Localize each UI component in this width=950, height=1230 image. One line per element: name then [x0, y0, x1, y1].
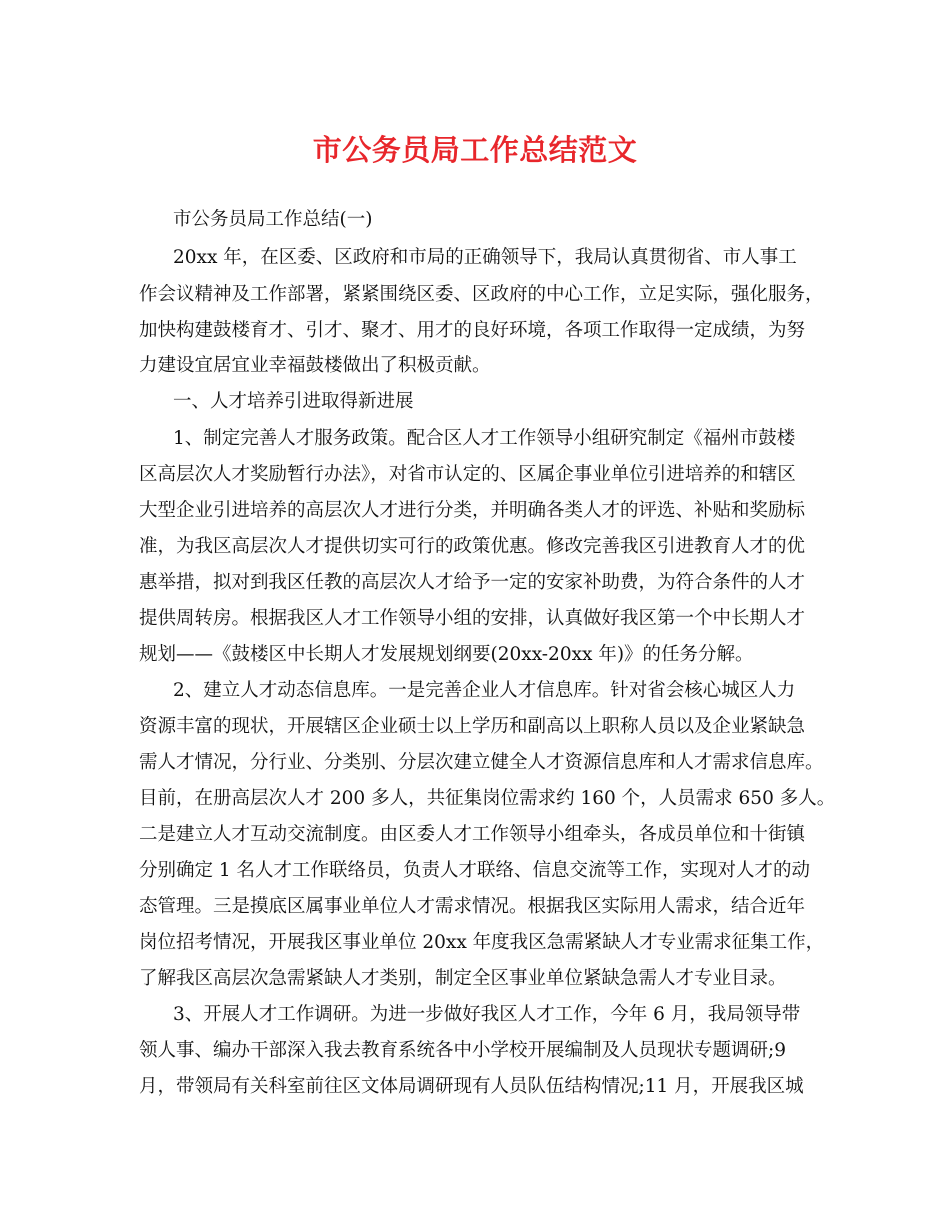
paragraph-line: 1、制定完善人才服务政策。配合区人才工作领导小组研究制定《福州市鼓楼: [173, 428, 796, 449]
paragraph-line: 二是建立人才互动交流制度。由区委人才工作领导小组牵头，各成员单位和十街镇: [139, 824, 806, 845]
paragraph-line: 加快构建鼓楼育才、引才、聚才、用才的良好环境，各项工作取得一定成绩，为努: [139, 320, 806, 341]
paragraph-line: 了解我区高层次急需紧缺人才类别，制定全区事业单位紧缺急需人才专业目录。: [139, 968, 787, 989]
paragraph-line: 力建设宜居宜业幸福鼓楼做出了积极贡献。: [139, 355, 491, 376]
subtitle-line: 市公务员局工作总结(一): [173, 209, 373, 230]
paragraph-line: 分别确定 1 名人才工作联络员，负责人才联络、信息交流等工作，实现对人才的动: [139, 860, 811, 881]
paragraph-line: 准，为我区高层次人才提供切实可行的政策优惠。修改完善我区引进教育人才的优: [139, 536, 806, 557]
paragraph-line: 区高层次人才奖励暂行办法》，对省市认定的、区属企事业单位引进培养的和辖区: [139, 464, 796, 485]
paragraph-line: 提供周转房。根据我区人才工作领导小组的安排，认真做好我区第一个中长期人才: [139, 608, 806, 629]
paragraph-line: 需人才情况，分行业、分类别、分层次建立健全人才资源信息库和人才需求信息库。: [139, 752, 824, 773]
section-heading: 一、人才培养引进取得新进展: [173, 391, 414, 412]
paragraph-line: 目前，在册高层次人才 200 多人，共征集岗位需求约 160 个，人员需求 650 多人。: [139, 788, 836, 809]
paragraph-line: 资源丰富的现状，开展辖区企业硕士以上学历和副高以上职称人员以及企业紧缺急: [139, 716, 806, 737]
paragraph-line: 月，带领局有关科室前往区文体局调研现有人员队伍结构情况;11 月，开展我区城: [139, 1076, 804, 1097]
document-title: 市公务员局工作总结范文: [312, 133, 638, 167]
paragraph-line: 规划——《鼓楼区中长期人才发展规划纲要(20xx-20xx 年)》的任务分解。: [139, 644, 754, 665]
paragraph-line: 3、开展人才工作调研。为进一步做好我区人才工作，今年 6 月，我局领导带: [173, 1004, 801, 1025]
paragraph-line: 大型企业引进培养的高层次人才进行分类，并明确各类人才的评选、补贴和奖励标: [139, 500, 806, 521]
paragraph-line: 2、建立人才动态信息库。一是完善企业人才信息库。针对省会核心城区人力: [173, 680, 796, 701]
paragraph-line: 作会议精神及工作部署，紧紧围绕区委、区政府的中心工作，立足实际，强化服务，: [139, 284, 824, 305]
paragraph-line: 领人事、编办干部深入我去教育系统各中小学校开展编制及人员现状专题调研;9: [139, 1040, 787, 1061]
paragraph-line: 惠举措，拟对到我区任教的高层次人才给予一定的安家补助费，为符合条件的人才: [139, 572, 806, 593]
paragraph-line: 20xx 年，在区委、区政府和市局的正确领导下，我局认真贯彻省、市人事工: [173, 247, 797, 268]
paragraph-line: 岗位招考情况，开展我区事业单位 20xx 年度我区急需紧缺人才专业需求征集工作，: [139, 932, 825, 953]
paragraph-line: 态管理。三是摸底区属事业单位人才需求情况。根据我区实际用人需求，结合近年: [139, 896, 806, 917]
